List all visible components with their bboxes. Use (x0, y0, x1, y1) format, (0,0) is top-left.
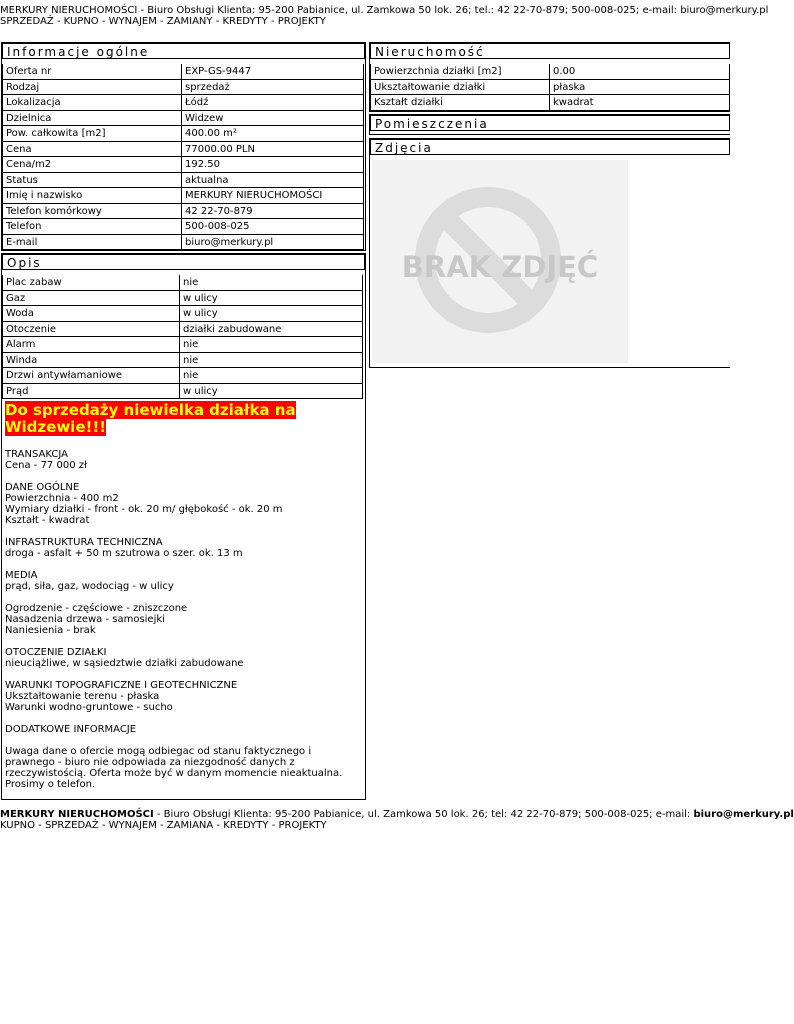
general-info-label: Status (2, 173, 182, 189)
property-row (370, 64, 730, 80)
general-info-row (2, 126, 365, 142)
general-info-label: Oferta nr (2, 64, 182, 80)
footer-email-link[interactable]: biuro@merkury.pl (693, 809, 794, 820)
general-info-row (2, 142, 365, 158)
description-attr-value: w ulicy (180, 384, 363, 400)
description-attr-row (2, 306, 364, 322)
property-row (370, 80, 730, 96)
header-services-line: SPRZEDAŻ - KUPNO - WYNAJEM - ZAMIANY - KREDYTY - PROJEKTY (0, 16, 326, 27)
description-attr-value: w ulicy (180, 291, 363, 307)
description-attr-value: nie (180, 353, 363, 369)
property-label: Kształt działki (370, 95, 550, 111)
general-info-row (2, 188, 365, 204)
description-attr-row (2, 275, 364, 291)
description-attr-label: Otoczenie (2, 322, 180, 338)
general-info-value: Widzew (182, 111, 364, 127)
description-attr-row (2, 353, 364, 369)
page-header (0, 5, 769, 27)
rooms-section (369, 114, 730, 135)
general-info-value: 42 22-70-879 (182, 204, 364, 220)
property-label: Ukształtowanie działki (370, 80, 550, 96)
header-contact-line: MERKURY NIERUCHOMOŚCI - Biuro Obsługi Klienta: 95-200 Pabianice, ul. Zamkowa 50 lok. 26; tel.: 42 22-70-879; 500-008-025; e-mail: biuro@merkury.pl (0, 5, 769, 16)
general-info-value: 500-008-025 (182, 219, 364, 235)
rooms-title: Pomieszczenia (370, 115, 730, 131)
footer-services-line: KUPNO - SPRZEDAŻ - WYNAJEM - ZAMIANA - KREDYTY - PROJEKTY (0, 820, 327, 831)
description-attr-value: działki zabudowane (180, 322, 363, 338)
no-photo-label: BRAK ZDJĘĆ (401, 250, 599, 284)
property-title: Nieruchomość (370, 43, 730, 59)
general-info-row (2, 204, 365, 220)
general-info-label: Dzielnica (2, 111, 182, 127)
no-photo-placeholder (372, 160, 628, 363)
general-info-label: Lokalizacja (2, 95, 182, 111)
general-info-row (2, 64, 365, 80)
general-info-value: sprzedaż (182, 80, 364, 96)
description-attr-label: Gaz (2, 291, 180, 307)
general-info-value: 192.50 (182, 157, 364, 173)
general-info-label: Cena/m2 (2, 157, 182, 173)
property-value: kwadrat (550, 95, 730, 111)
general-info-label: E-mail (2, 235, 182, 251)
general-info-value: 77000.00 PLN (182, 142, 364, 158)
description-title: Opis (2, 254, 365, 270)
description-attr-value: nie (180, 337, 363, 353)
photos-section (369, 138, 730, 368)
general-info-row (2, 219, 365, 235)
general-info-value: 400.00 m² (182, 126, 364, 142)
photos-title: Zdjęcia (370, 139, 730, 155)
description-attr-label: Drzwi antywłamaniowe (2, 368, 180, 384)
description-attr-row (2, 368, 364, 384)
description-attr-label: Alarm (2, 337, 180, 353)
property-value: płaska (550, 80, 730, 96)
description-attr-row (2, 337, 364, 353)
general-info-value: biuro@merkury.pl (182, 235, 364, 251)
general-info-title: Informacje ogólne (2, 43, 365, 59)
general-info-row (2, 235, 365, 251)
general-info-label: Cena (2, 142, 182, 158)
description-attr-row (2, 291, 364, 307)
description-attr-value: w ulicy (180, 306, 363, 322)
property-value: 0.00 (550, 64, 730, 80)
page-footer (0, 809, 794, 831)
description-attr-label: Winda (2, 353, 180, 369)
property-section (369, 42, 730, 112)
general-info-row (2, 80, 365, 96)
description-section (1, 253, 366, 800)
general-info-label: Telefon (2, 219, 182, 235)
general-info-value: aktualna (182, 173, 364, 189)
general-info-row (2, 157, 365, 173)
description-headline: Do sprzedaży niewielka działka na Widzewie!!! (5, 401, 296, 436)
description-attr-label: Plac zabaw (2, 275, 180, 291)
description-attr-value: nie (180, 275, 363, 291)
property-label: Powierzchnia działki [m2] (370, 64, 550, 80)
general-info-label: Telefon komórkowy (2, 204, 182, 220)
general-info-row (2, 111, 365, 127)
general-info-label: Imię i nazwisko (2, 188, 182, 204)
no-photo-icon (372, 160, 628, 363)
general-info-row (2, 173, 365, 189)
general-info-label: Pow. całkowita [m2] (2, 126, 182, 142)
footer-brand: MERKURY NIERUCHOMOŚCI (0, 809, 154, 820)
general-info-section (1, 42, 366, 251)
description-attr-row (2, 384, 364, 400)
description-attr-label: Prąd (2, 384, 180, 400)
description-attr-value: nie (180, 368, 363, 384)
general-info-value: Łódź (182, 95, 364, 111)
description-attr-row (2, 322, 364, 338)
general-info-label: Rodzaj (2, 80, 182, 96)
general-info-value: EXP-GS-9447 (182, 64, 364, 80)
description-text: TRANSAKCJA Cena - 77 000 zł DANE OGÓLNE Powierzchnia - 400 m2 Wymiary działki - front - ok. 20 m/ głębokość - ok. 20 m Kształt - kwadrat INFRASTRUKTURA TECHNICZNA droga - asfalt + 50 m szutrowa o szer. ok. 13 m MEDIA prąd, siła, gaz, wodociąg - w ulicy Ogrodzenie - częściowe - zniszczone Nasadzenia drzewa - samosiejki Naniesienia - brak OTOCZENIE DZIAŁKI nieuciążliwe, w sąsiedztwie działki zabudowane WARUNKI TOPOGRAFICZNE I GEOTECHNICZNE Ukształtowanie terenu - płaska Warunki wodno-gruntowe - sucho DODATKOWE INFORMACJE Uwaga dane o ofercie mogą odbiegac od stanu faktycznego i prawnego - biuro nie odpowiada za niezgodność danych z rzeczywistością. Oferta może być w danym momencie nieaktualna. Prosimy o telefon. (5, 449, 343, 790)
footer-contact: - Biuro Obsługi Klienta: 95-200 Pabianice, ul. Zamkowa 50 lok. 26; tel: 42 22-70-879; 500-008-025; e-mail: (153, 809, 694, 820)
general-info-row (2, 95, 365, 111)
property-row (370, 95, 730, 111)
description-attr-label: Woda (2, 306, 180, 322)
general-info-value: MERKURY NIERUCHOMOŚCI (182, 188, 364, 204)
